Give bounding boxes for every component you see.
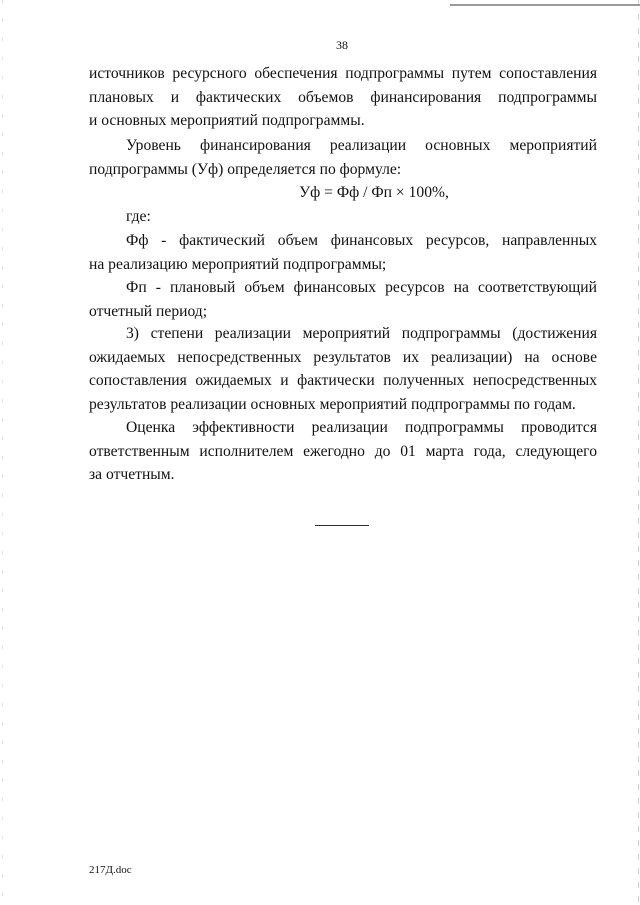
text-line: Оценка эффективности реализации подпрограммы проводится — [126, 419, 597, 436]
text-line: Фф - фактический объем финансовых ресурсов, направленных — [126, 232, 597, 249]
text-line: и основных мероприятий подпрограммы. — [89, 112, 365, 129]
text-line: источников ресурсного обеспечения подпрограммы путем сопоставления — [89, 65, 597, 82]
text-line: результатов реализации основных мероприятий подпрограммы по годам. — [89, 395, 576, 413]
paragraph-sources — [89, 62, 597, 133]
scan-edge-right — [638, 0, 639, 905]
top-rule — [450, 4, 640, 6]
footer-file-name: 217Д.doc — [89, 864, 132, 876]
text-line: подпрограммы (Уф) определяется по формуле: — [89, 160, 402, 178]
end-separator — [315, 525, 369, 526]
text-line: Уровень финансирования реализации основных мероприятий — [126, 137, 597, 154]
formula-text: Уф = Фф / Фп × 100%, — [299, 184, 449, 201]
text-line: Фп - плановый объем финансовых ресурсов на соответствующий — [126, 279, 597, 296]
text-line: ожидаемых непосредственных результатов их реализации) на основе — [89, 348, 597, 366]
formula — [89, 181, 597, 205]
definition-fp — [89, 276, 597, 323]
where-label-block — [89, 205, 597, 229]
where-label: где: — [126, 208, 151, 225]
text-line: плановых и фактических объемов финансирования подпрограммы — [89, 88, 597, 106]
page-number: 38 — [336, 38, 348, 52]
item-3 — [89, 322, 597, 416]
text-line: 3) степени реализации мероприятий подпрограммы (достижения — [126, 325, 597, 342]
paragraph-funding-level — [89, 134, 597, 181]
text-line: сопоставления ожидаемых и фактически полученных непосредственных — [89, 372, 597, 389]
text-line: на реализацию мероприятий подпрограммы; — [89, 255, 387, 273]
text-line: отчетный период; — [89, 302, 208, 320]
text-line: за отчетным. — [89, 466, 175, 483]
text-line: ответственным исполнителем ежегодно до 01 марта года, следующего — [89, 442, 597, 460]
scan-edge-left — [2, 0, 3, 905]
definition-ff — [89, 229, 597, 276]
paragraph-evaluation — [89, 416, 597, 487]
